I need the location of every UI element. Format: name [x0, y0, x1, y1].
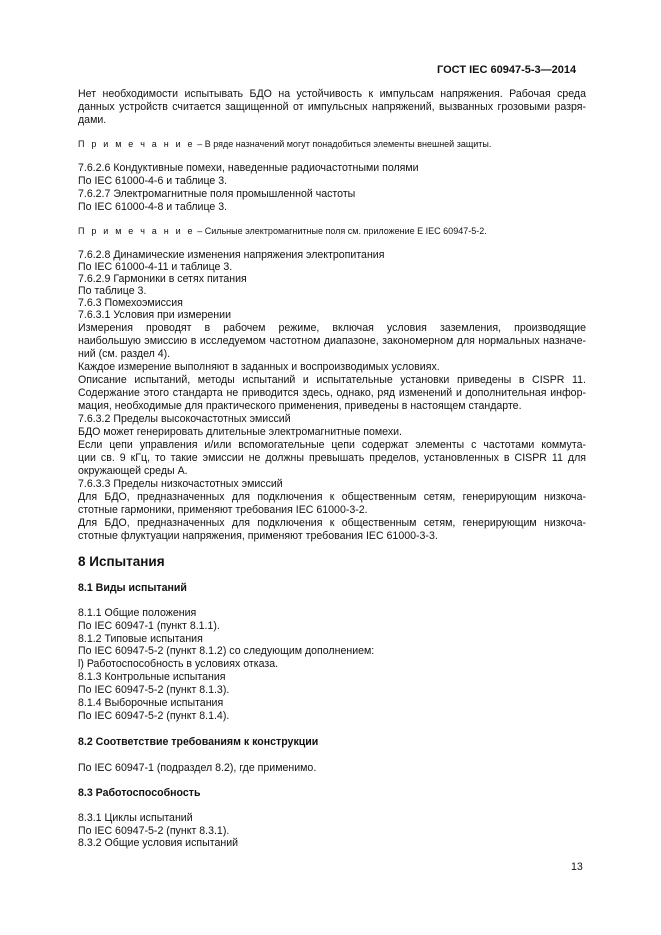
paragraph-line: Содержание этого стандарта не приводится здесь, однако, ряд изменений и дополнительная инфор-	[78, 387, 586, 399]
paragraph-line: Для БДО, предназначенных для подключения к общественным сетям, генерирующим низкоча-	[78, 491, 586, 503]
clause-heading: 7.6.3.2 Пределы высокочастотных эмиссий	[78, 413, 291, 425]
note-label: П р и м е ч а н и е	[78, 226, 195, 236]
clause-heading: 7.6.3.1 Условия при измерении	[78, 309, 231, 321]
text-line: l) Работоспособность в условиях отказа.	[78, 658, 279, 670]
clause-heading: 7.6.3 Помехоэмиссия	[78, 297, 183, 309]
text-line: По IEC 60947-5-2 (пункт 8.3.1).	[78, 825, 230, 837]
clause-heading: 7.6.2.8 Динамические изменения напряжения электропитания	[78, 249, 385, 261]
paragraph-line: Нет необходимости испытывать БДО на устойчивость к импульсам напряжения. Рабочая среда	[78, 88, 586, 100]
page-number: 13	[571, 861, 583, 873]
text-line: По IEC 61000-4-8 и таблице 3.	[78, 201, 228, 213]
section-title: 8 Испытания	[78, 554, 165, 569]
paragraph-line: дами.	[78, 114, 107, 126]
paragraph-line: ции св. 9 кГц, то такие эмиссии не должны превышать пределов, установленных в CISPR 11 для	[78, 452, 586, 464]
subsection-title: 8.3 Работоспособность	[78, 787, 201, 799]
text-line: По IEC 61000-4-11 и таблице 3.	[78, 261, 233, 273]
clause-heading: 7.6.2.7 Электромагнитные поля промышленной частоты	[78, 188, 356, 200]
text-line: По IEC 60947-5-2 (пункт 8.1.3).	[78, 684, 230, 696]
clause-heading: 7.6.2.9 Гармоники в сетях питания	[78, 273, 247, 285]
clause-heading: 8.1.1 Общие положения	[78, 607, 197, 619]
paragraph-line: мация, необходимые для практического применения, приведены в настоящем стандарте.	[78, 400, 522, 412]
paragraph-line: окружающей среды А.	[78, 465, 188, 477]
paragraph-line: стотные гармоники, применяют требования IEC 61000-3-2.	[78, 504, 368, 516]
text-line: По IEC 60947-5-2 (пункт 8.1.4).	[78, 710, 230, 722]
paragraph-line: ний (см. раздел 4).	[78, 348, 171, 360]
clause-heading: 8.1.2 Типовые испытания	[78, 633, 203, 645]
text-line: По IEC 60947-5-2 (пункт 8.1.2) со следующим дополнением:	[78, 645, 375, 657]
note-text: – Сильные электромагнитные поля см. приложение Е IEC 60947-5-2.	[194, 226, 487, 236]
text-line: По таблице 3.	[78, 285, 147, 297]
subsection-title: 8.2 Соответствие требованиям к конструкции	[78, 736, 319, 748]
clause-heading: 8.3.1 Циклы испытаний	[78, 812, 193, 824]
note-1	[78, 138, 491, 151]
subsection-title: 8.1 Виды испытаний	[78, 582, 187, 594]
paragraph-line: БДО может генерировать длительные электромагнитные помехи.	[78, 426, 403, 438]
paragraph-line: наибольшую эмиссию в исследуемом частотном диапазоне, закономерном для нормальных назначе-	[78, 335, 586, 347]
clause-heading: 8.1.4 Выборочные испытания	[78, 697, 224, 709]
paragraph-line: Описание испытаний, методы испытаний и испытательные установки приведены в CISPR 11.	[78, 374, 586, 386]
text-line: По IEC 60947-1 (подраздел 8.2), где применимо.	[78, 762, 317, 774]
note-text: – В ряде назначений могут понадобиться элементы внешней защиты.	[194, 139, 492, 149]
text-line: По IEC 61000-4-6 и таблице 3.	[78, 175, 228, 187]
note-label: П р и м е ч а н и е	[78, 139, 195, 149]
paragraph-line: данных устройств считается защищенной от импульсных напряжений, вызванных грозовыми разря-	[78, 101, 586, 113]
clause-heading: 8.3.2 Общие условия испытаний	[78, 837, 239, 849]
paragraph-line: Измерения проводят в рабочем режиме, включая условия заземления, производящие	[78, 322, 586, 334]
document-header: ГОСТ IEC 60947-5-3—2014	[437, 64, 577, 76]
note-2	[78, 225, 487, 238]
clause-heading: 7.6.2.6 Кондуктивные помехи, наведенные радиочастотными полями	[78, 162, 419, 174]
paragraph-line: Если цепи управления и/или вспомогательные цепи содержат элементы с частотами коммута-	[78, 439, 586, 451]
paragraph-line: стотные флуктуации напряжения, применяют требования IEC 61000-3-3.	[78, 530, 438, 542]
clause-heading: 8.1.3 Контрольные испытания	[78, 671, 226, 683]
clause-heading: 7.6.3.3 Пределы низкочастотных эмиссий	[78, 478, 283, 490]
paragraph-line: Для БДО, предназначенных для подключения к общественным сетям, генерирующим низкоча-	[78, 517, 586, 529]
paragraph-line: Каждое измерение выполняют в заданных и воспроизводимых условиях.	[78, 361, 440, 373]
text-line: По IEC 60947-1 (пункт 8.1.1).	[78, 620, 220, 632]
